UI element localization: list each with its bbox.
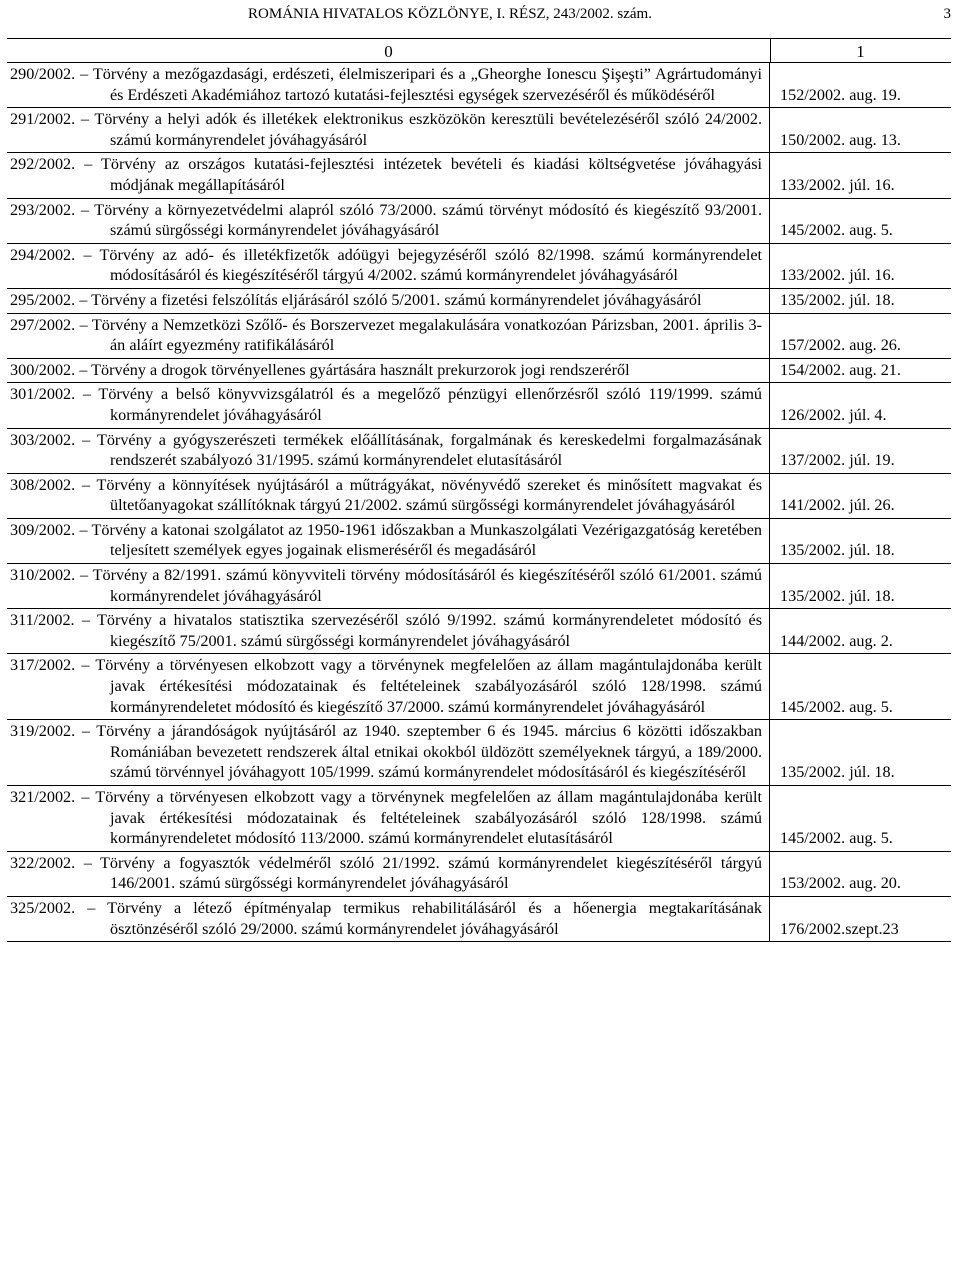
entry-paragraph (10, 315, 762, 356)
law-title: – Törvény az adó- és illetékfizetők adóügyi bejegyzéséről szóló 82/1998. számú kormányrendelet módosításáról és kiegészítéséről tárgyú 4/2002. számú kormányrendelet jóváhagyásáról (83, 245, 763, 285)
law-number: 291/2002. (10, 110, 76, 129)
table-row (7, 654, 951, 720)
gazette-reference: 150/2002. aug. 13. (780, 130, 901, 149)
gazette-reference: 154/2002. aug. 21. (780, 360, 901, 379)
law-number: 325/2002. (10, 898, 76, 917)
entry-text-cell (7, 786, 770, 851)
gazette-reference: 152/2002. aug. 19. (780, 85, 901, 104)
entry-paragraph (10, 360, 762, 381)
law-number: 300/2002. (10, 360, 76, 379)
gazette-reference: 157/2002. aug. 26. (780, 336, 901, 355)
table-row (7, 786, 951, 852)
gazette-reference: 135/2002. júl. 18. (780, 290, 895, 309)
law-title: – Törvény a könnyítések nyújtásáról a műtrágyákat, növényvédő szereket és minősített magvakat és ültetőanyagokat szállítóknak tárgyú 21/2002. számú sürgősségi kormányrendelet jóváhagyásáról (81, 475, 762, 515)
entry-text-cell (7, 609, 770, 653)
entry-text-cell (7, 244, 770, 288)
entry-text-cell (7, 63, 770, 107)
entry-paragraph (10, 721, 762, 783)
column-header-1: 1 (856, 42, 865, 61)
gazette-reference: 135/2002. júl. 18. (780, 541, 895, 560)
page-header (0, 6, 960, 26)
law-title: – Törvény a törvényesen elkobzott vagy a törvénynek megfelelően az állam magántulajdonába került javak értékesítési módozatainak és feltételeinek szabályozásáról szóló 128/1998. számú kormányrendeletet módosító 113/2000. számú kormányrendelet elutasításáról (81, 788, 762, 848)
table-row (7, 429, 951, 474)
table-row (7, 474, 951, 519)
law-title: – Törvény a fogyasztók védelméről szóló 21/1992. számú kormányrendelet kiegészítéséről tárgyú 146/2001. számú sürgősségi kormányrendelet jóváhagyásáról (83, 853, 762, 893)
table-row (7, 289, 951, 314)
entry-paragraph (10, 154, 762, 195)
law-number: 319/2002. (10, 722, 76, 741)
entry-text-cell (7, 474, 770, 518)
page-number: 3 (943, 6, 951, 22)
entry-paragraph (10, 853, 762, 894)
gazette-reference: 135/2002. júl. 18. (780, 763, 895, 782)
entry-paragraph (10, 290, 762, 311)
law-number: 294/2002. (10, 245, 76, 264)
gazette-reference: 126/2002. júl. 4. (780, 405, 887, 424)
gazette-reference: 141/2002. júl. 26. (780, 496, 895, 515)
table-row (7, 519, 951, 564)
entry-paragraph (10, 384, 762, 425)
law-number: 295/2002. (10, 290, 76, 309)
table-row (7, 383, 951, 428)
gazette-reference: 135/2002. júl. 18. (780, 586, 895, 605)
entry-text-cell (7, 289, 770, 313)
entry-paragraph (10, 655, 762, 717)
entry-text-cell (7, 153, 770, 197)
law-number: 292/2002. (10, 155, 76, 174)
law-number: 293/2002. (10, 200, 76, 219)
table-row (7, 314, 951, 359)
entry-text-cell (7, 852, 770, 896)
table-row (7, 564, 951, 609)
law-number: 322/2002. (10, 853, 76, 872)
entry-text-cell (7, 108, 770, 152)
law-table (7, 63, 951, 942)
law-number: 303/2002. (10, 430, 76, 449)
column-header-0: 0 (384, 42, 393, 61)
law-title: – Törvény a járandóságok nyújtásáról az 1940. szeptember 6 és 1945. március 6 közötti időszakban Romániában bevezetett rendszerek által etnikai okokból üldözött személyeknek tárgyú, a 189/2000. számú törvénnyel jóváhagyott 105/1999. számú kormányrendelet módosításáról és kiegészítéséről (81, 722, 762, 782)
entry-paragraph (10, 200, 762, 241)
law-title: – Törvény a létező építményalap termikus rehabilitálásáról és a hőenergia megtakarításának ösztönzéséről szóló 29/2000. számú kormányrendelet jóváhagyásáról (87, 898, 762, 938)
law-title: – Törvény a Nemzetközi Szőlő- és Borszervezet megalakulására vonatkozóan Párizsban, 2001. április 3-án aláírt egyezmény ratifikálásáról (79, 315, 763, 355)
law-title: – Törvény a drogok törvényellenes gyártására használt prekurzorok jogi rendszeréről (79, 360, 630, 379)
entry-paragraph (10, 475, 762, 516)
law-title: – Törvény a katonai szolgálatot az 1950-1961 időszakban a Munkaszolgálati Vezérigazgatóság keretében teljesített személyek egyes jogainak elismeréséről és megadásáról (79, 520, 762, 560)
law-title: – Törvény a gyógyszerészeti termékek előállításának, forgalmának és kereskedelmi forgalmazásának rendszerét szabályozó 31/1995. számú kormányrendelet elutasításáról (82, 430, 762, 470)
gazette-reference: 145/2002. aug. 5. (780, 829, 893, 848)
entry-paragraph (10, 245, 762, 286)
law-title: – Törvény a mezőgazdasági, erdészeti, élelmiszeripari és a „Gheorghe Ionescu Şişeşti” Agrártudományi és Erdészeti Akadémiához tartozó kutatási-fejlesztési egységek szervezéséről és működéséről (80, 65, 762, 104)
gazette-reference: 133/2002. júl. 16. (780, 266, 895, 285)
table-row (7, 63, 951, 108)
entry-text-cell (7, 383, 770, 427)
law-number: 317/2002. (10, 656, 76, 675)
law-number: 297/2002. (10, 315, 76, 334)
entry-paragraph (10, 520, 762, 561)
gazette-reference: 145/2002. aug. 5. (780, 697, 893, 716)
entry-paragraph (10, 898, 762, 939)
law-title: – Törvény a belső könyvvizsgálatról és a megelőző pénzügyi ellenőrzésről szóló 119/1999. számú kormányrendelet jóváhagyásáról (82, 385, 763, 424)
gazette-reference: 133/2002. júl. 16. (780, 175, 895, 194)
entry-text-cell (7, 519, 770, 563)
gazette-reference: 144/2002. aug. 2. (780, 631, 893, 650)
entry-paragraph (10, 787, 762, 849)
entry-text-cell (7, 564, 770, 608)
law-number: 308/2002. (10, 475, 76, 494)
table-row (7, 359, 951, 384)
table-row (7, 108, 951, 153)
column-headers (7, 38, 951, 63)
entry-text-cell (7, 359, 770, 383)
entry-text-cell (7, 429, 770, 473)
entry-paragraph (10, 64, 762, 105)
table-row (7, 897, 951, 941)
gazette-reference: 137/2002. júl. 19. (780, 451, 895, 470)
law-number: 301/2002. (10, 385, 76, 404)
law-title: – Törvény az országos kutatási-fejlesztési intézetek bevételi és kiadási költségvetése jóváhagyási módjának megállapításáról (84, 155, 762, 194)
entry-paragraph (10, 565, 762, 606)
entry-paragraph (10, 430, 762, 471)
gazette-reference: 176/2002.szept.23 (780, 919, 899, 938)
law-title: – Törvény a fizetési felszólítás eljárásáról szóló 5/2001. számú kormányrendelet jóváhagyásáról (79, 290, 702, 309)
gazette-reference: 153/2002. aug. 20. (780, 874, 901, 893)
law-number: 310/2002. (10, 566, 76, 585)
law-number: 321/2002. (10, 788, 76, 806)
table-row (7, 244, 951, 289)
law-title: – Törvény a környezetvédelmi alapról szóló 73/2000. számú törvényt módosító és kiegészítő 93/2001. számú sürgősségi kormányrendelet jóváhagyásáról (80, 200, 763, 240)
law-title: – Törvény a törvényesen elkobzott vagy a törvénynek megfelelően az állam magántulajdonába került javak értékesítési módozatainak és feltételeinek szabályozásáról szóló 128/1998. számú kormányrendeletet módosító és kiegészítő 37/2000. számú kormányrendelet jóváhagyásáról (81, 656, 762, 716)
entry-paragraph (10, 109, 762, 150)
law-number: 290/2002. (10, 65, 76, 83)
law-title: – Törvény a helyi adók és illetékek elektronikus eszközökön keresztüli bevételezéséről szóló 24/2002. számú kormányrendelet jóváhagyásáról (80, 110, 762, 149)
table-row (7, 609, 951, 654)
gazette-reference: 145/2002. aug. 5. (780, 221, 893, 240)
gazette-title: ROMÁNIA HIVATALOS KÖZLÖNYE, I. RÉSZ, 243/2002. szám. (248, 6, 652, 22)
entry-text-cell (7, 654, 770, 719)
table-row (7, 153, 951, 198)
entry-text-cell (7, 199, 770, 243)
entry-paragraph (10, 610, 762, 651)
law-title: – Törvény a hivatalos statisztika szervezéséről szóló 9/1992. számú kormányrendeletet módosító és kiegészítő 75/2001. számú sürgősségi kormányrendelet jóváhagyásáról (81, 611, 763, 650)
entry-text-cell (7, 897, 770, 941)
law-number: 311/2002. (10, 611, 75, 630)
law-title: – Törvény a 82/1991. számú könyvviteli törvény módosításáról és kiegészítéséről szóló 61/2001. számú kormányrendelet jóváhagyásáról (80, 566, 763, 605)
entry-text-cell (7, 720, 770, 785)
law-number: 309/2002. (10, 520, 76, 539)
table-row (7, 720, 951, 786)
entry-text-cell (7, 314, 770, 358)
table-row (7, 852, 951, 897)
table-row (7, 199, 951, 244)
